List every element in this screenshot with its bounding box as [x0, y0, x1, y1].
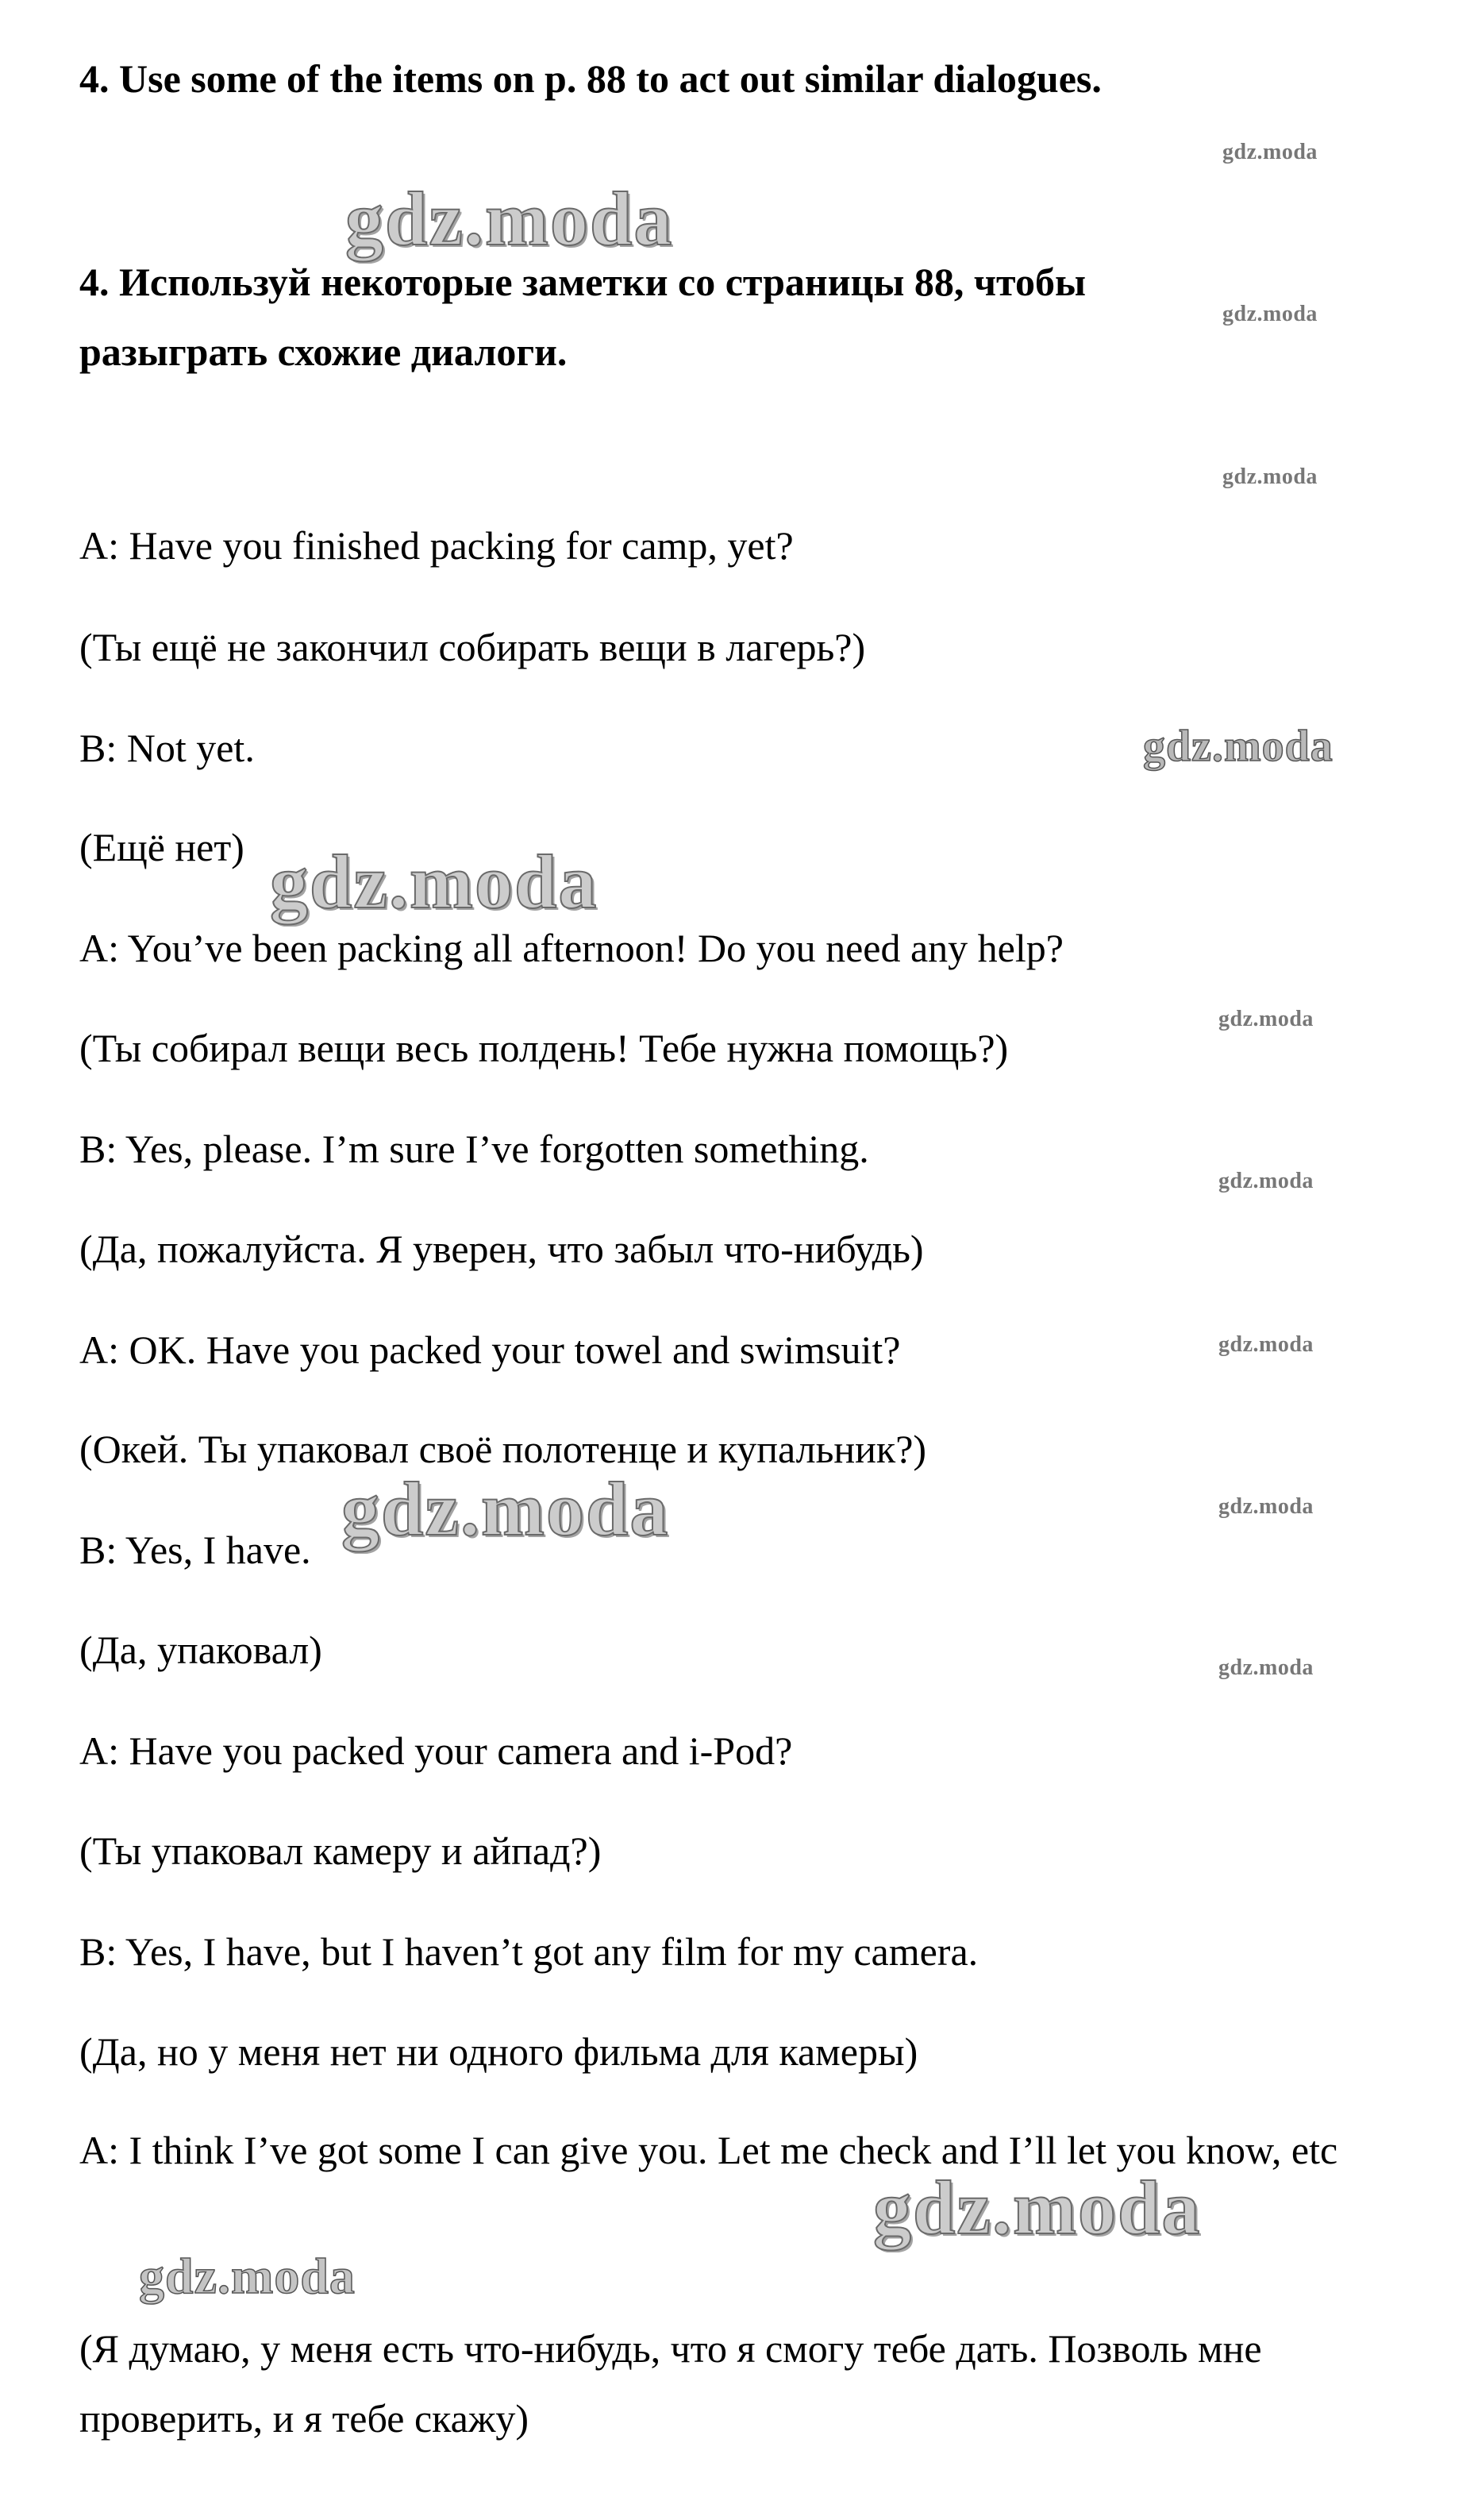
- dialogue-line: (Ещё нет): [79, 825, 244, 869]
- dialogue-line: (Ты собирал вещи весь полдень! Тебе нужна помощь?): [79, 1026, 1009, 1070]
- watermark-small: gdz.moda: [1222, 140, 1318, 164]
- dialogue-line: A: Have you packed your camera and i-Pod?: [79, 1728, 793, 1773]
- dialogue-line: A: I think I’ve got some I can give you. Let me check and I’ll let you know, etc: [79, 2128, 1338, 2172]
- watermark-medium: gdz.moda: [139, 2248, 356, 2304]
- dialogue-line: (Ты упаковал камеру и айпад?): [79, 1828, 602, 1873]
- task-heading-ru-line2: разыграть схожие диалоги.: [79, 329, 568, 374]
- dialogue-line: B: Not yet.: [79, 726, 255, 770]
- dialogue-line: B: Yes, I have.: [79, 1528, 311, 1572]
- watermark-small: gdz.moda: [1218, 1655, 1314, 1680]
- dialogue-line: A: OK. Have you packed your towel and swimsuit?: [79, 1327, 901, 1372]
- dialogue-line: A: Have you finished packing for camp, yet?: [79, 523, 794, 568]
- dialogue-line: (Да, но у меня нет ни одного фильма для камеры): [79, 2029, 918, 2074]
- watermark-small: gdz.moda: [1218, 1494, 1314, 1519]
- watermark-small: gdz.moda: [1218, 1007, 1314, 1031]
- watermark-small: gdz.moda: [1222, 302, 1318, 326]
- task-heading-ru-line1: 4. Используй некоторые заметки со страницы 88, чтобы: [79, 260, 1086, 304]
- dialogue-line: (Окей. Ты упаковал своё полотенце и купальник?): [79, 1427, 927, 1471]
- task-heading-en: 4. Use some of the items on p. 88 to act out similar dialogues.: [79, 56, 1102, 101]
- watermark-large: gdz.moda: [873, 2165, 1202, 2250]
- dialogue-line: B: Yes, I have, but I haven’t got any film for my camera.: [79, 1929, 979, 1974]
- watermark-medium: gdz.moda: [1143, 722, 1334, 771]
- watermark-large: gdz.moda: [345, 176, 674, 261]
- watermark-small: gdz.moda: [1218, 1169, 1314, 1193]
- dialogue-line: (Я думаю, у меня есть что-нибудь, что я смогу тебе дать. Позволь мне проверить, и я тебе скажу): [79, 2326, 1262, 2441]
- dialogue-line: B: Yes, please. I’m sure I’ve forgotten something.: [79, 1127, 869, 1171]
- watermark-large: gdz.moda: [341, 1466, 670, 1551]
- dialogue-line: (Да, упаковал): [79, 1628, 322, 1672]
- dialogue-line: (Ты ещё не закончил собирать вещи в лагерь?): [79, 625, 866, 669]
- dialogue-line: (Да, пожалуйста. Я уверен, что забыл что-нибудь): [79, 1227, 924, 1271]
- watermark-small: gdz.moda: [1218, 1332, 1314, 1357]
- watermark-large: gdz.moda: [270, 839, 598, 924]
- dialogue-line: A: You’ve been packing all afternoon! Do you need any help?: [79, 926, 1064, 970]
- watermark-small: gdz.moda: [1222, 464, 1318, 489]
